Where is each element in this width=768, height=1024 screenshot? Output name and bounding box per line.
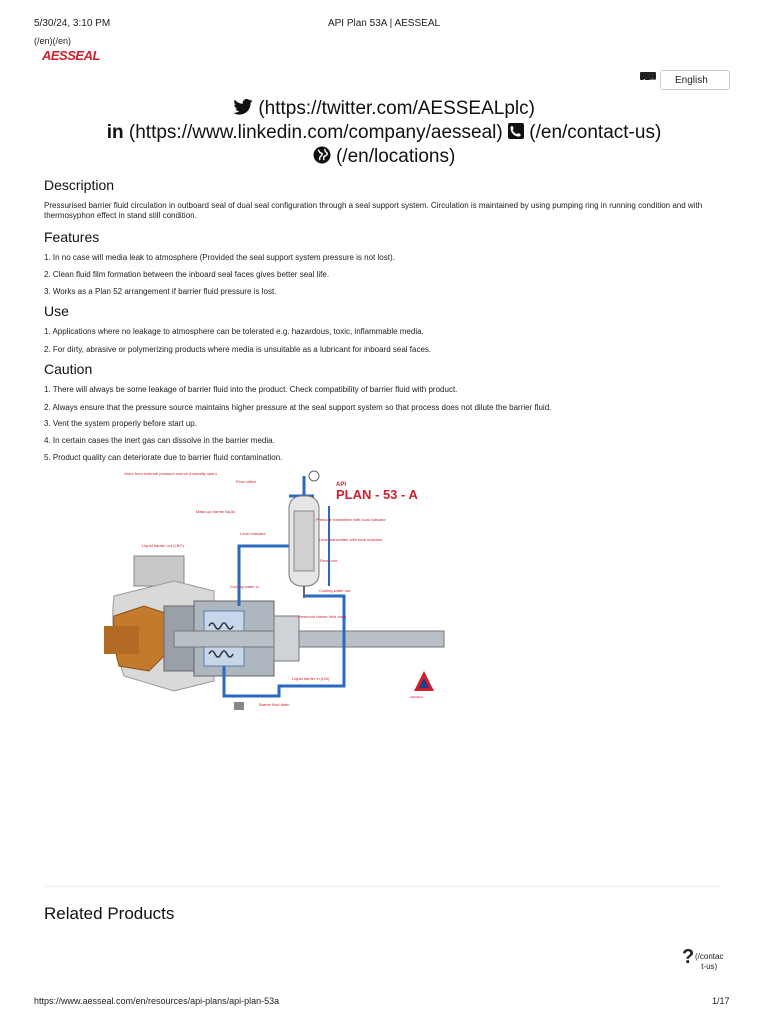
logo-link[interactable]: (/en)(/en) xyxy=(34,36,72,46)
diagram-label: Liquid barrier out (LBO) xyxy=(142,543,184,548)
question-icon: ? xyxy=(682,946,695,968)
diagram-label: Level indicator xyxy=(240,531,266,536)
features-item: 2. Clean fluid film formation between the inboard seal faces gives better seal life. xyxy=(44,270,330,279)
section-divider xyxy=(44,886,720,887)
contact-link[interactable] xyxy=(508,122,661,143)
use-heading: Use xyxy=(44,303,69,319)
use-item: 2. For dirty, abrasive or polymerizing products where media is unsuitable as a lubricant for inboard seal faces. xyxy=(44,345,432,354)
diagram-label: Cooling water in xyxy=(230,584,259,589)
footer-url: https://www.aesseal.com/en/resources/api-plans/api-plan-53a xyxy=(34,996,280,1006)
phone-icon xyxy=(508,122,529,143)
diagram-label: Liquid barrier in (LBI) xyxy=(292,676,330,681)
aesseal-logo[interactable]: AESSEAL xyxy=(42,48,100,63)
diagram-label: Cooling water out xyxy=(319,588,351,593)
svg-text:AESSEAL: AESSEAL xyxy=(410,695,424,699)
twitter-icon xyxy=(233,98,258,119)
features-heading: Features xyxy=(44,229,100,245)
diagram-api-label: API xyxy=(336,482,347,488)
diagram-label: Level transmitter with local indicator xyxy=(319,537,383,542)
svg-text:文: 文 xyxy=(649,79,656,85)
caution-item: 1. There will always be some leakage of barrier fluid into the product. Check compatibility of barrier fluid with product. xyxy=(44,385,458,394)
linkedin-link[interactable] xyxy=(107,122,508,143)
description-text: Pressurised barrier fluid circulation in outboard seal of dual seal configuration through a seal support system. Circulation is maintained by using pumping ring in running condition and with thermosyphon effect in stand still condition. xyxy=(44,201,703,220)
diagram-label: Pressure transmitter with local indicator xyxy=(316,517,386,522)
diagram-label: Flow orifice xyxy=(236,479,257,484)
twitter-url: (https://twitter.com/AESSEALplc) xyxy=(258,98,535,119)
help-text: (/contact-us) xyxy=(694,952,724,971)
globe-icon xyxy=(313,146,336,167)
print-title: API Plan 53A | AESSEAL xyxy=(327,18,441,29)
features-item: 3. Works as a Plan 52 arrangement if barrier fluid pressure is lost. xyxy=(44,287,277,296)
contact-help-link[interactable] xyxy=(682,946,724,972)
footer-page-number: 1/17 xyxy=(712,996,730,1006)
translate-icon xyxy=(640,72,656,85)
diagram-title: PLAN - 53 - A xyxy=(336,487,418,502)
diagram-label: Make-up barrier liquid xyxy=(196,509,235,514)
locations-link[interactable] xyxy=(0,146,768,168)
caution-heading: Caution xyxy=(44,361,93,377)
features-item: 1. In no case will media leak to atmosphere (Provided the seal support system pressure is not lost). xyxy=(44,253,395,262)
svg-text:A: A xyxy=(642,79,647,85)
diagram-label: Reservoir barrier fluid drain xyxy=(298,614,347,619)
use-item: 1. Applications where no leakage to atmosphere can be tolerated e.g. hazardous, toxic, inflammable media. xyxy=(44,327,424,336)
description-heading: Description xyxy=(44,177,115,193)
caution-item: 3. Vent the system properly before start up. xyxy=(44,419,197,428)
caution-item: 2. Always ensure that the pressure source maintains higher pressure at the seal support system so that process does not dilute the barrier fluid. xyxy=(44,403,552,412)
diagram-label: Valve from external pressure source (normally open) xyxy=(124,471,217,476)
social-row-2 xyxy=(0,122,768,144)
contact-url: (/en/contact-us) xyxy=(529,122,662,143)
twitter-link[interactable] xyxy=(0,98,768,120)
caution-item: 4. In certain cases the inert gas can dissolve in the barrier media. xyxy=(44,436,275,445)
diagram-label: Barrier fluid drain xyxy=(259,702,290,707)
linkedin-icon: in xyxy=(106,122,124,143)
print-datetime: 5/30/24, 3:10 PM xyxy=(34,18,111,29)
linkedin-url: (https://www.linkedin.com/company/aesseal) xyxy=(128,122,503,143)
plan-53a-diagram xyxy=(104,466,456,714)
diagram-label: Reservoir xyxy=(320,558,338,563)
locations-url: (/en/locations) xyxy=(335,146,456,167)
language-select[interactable]: English xyxy=(660,70,730,90)
related-products-heading: Related Products xyxy=(44,904,175,923)
caution-item: 5. Product quality can deteriorate due to barrier fluid contamination. xyxy=(44,453,283,462)
